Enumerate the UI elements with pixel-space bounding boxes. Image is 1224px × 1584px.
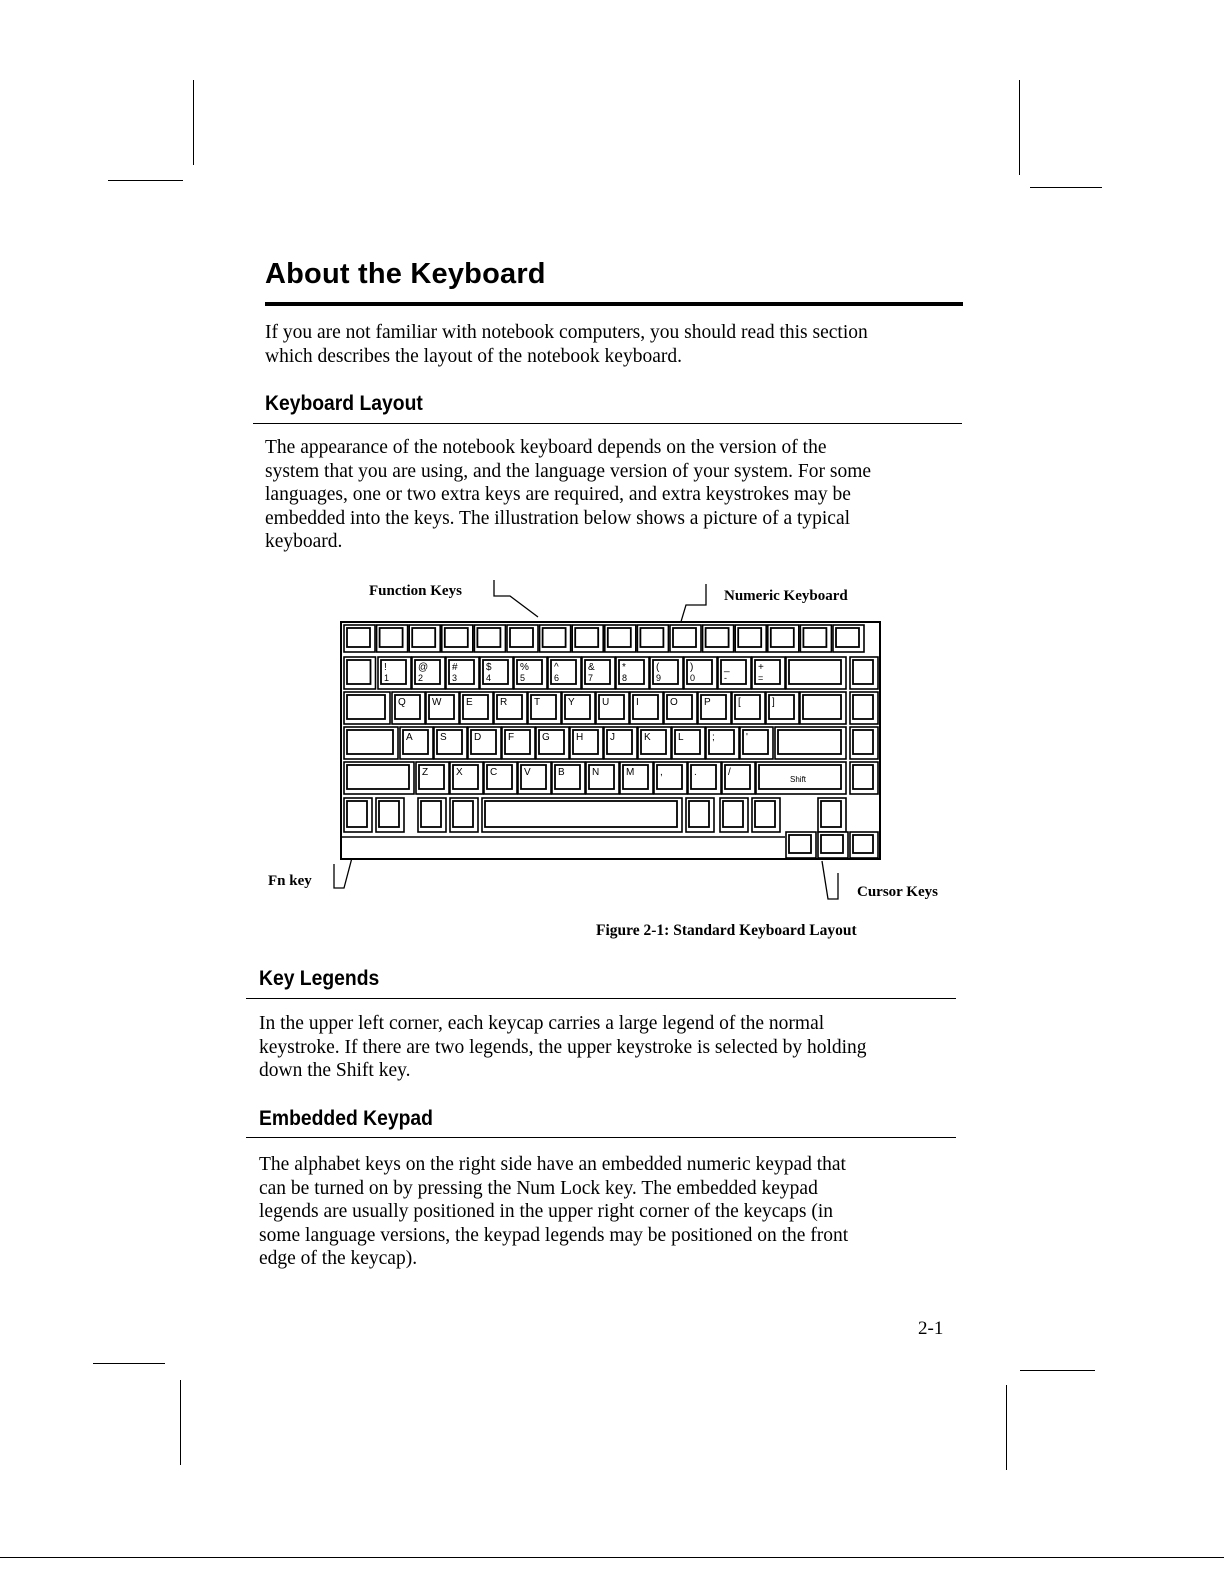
callout-fn-key: Fn key	[268, 873, 312, 889]
key-legend: ;	[712, 732, 715, 743]
right-shift-key	[756, 762, 846, 794]
key-legend: X	[456, 767, 463, 778]
section-rule	[246, 1137, 956, 1138]
number-key	[378, 657, 411, 689]
left-shift-key	[344, 762, 414, 794]
key-legend: .	[694, 767, 697, 778]
letter-key	[460, 692, 493, 724]
key-legend: 5	[520, 673, 526, 683]
letter-key	[570, 727, 603, 759]
key-legend: 8	[622, 673, 628, 683]
letter-key	[672, 727, 705, 759]
key-legend: Z	[422, 767, 429, 778]
paragraph-line: can be turned on by pressing the Num Lock key. The embedded keypad	[259, 1177, 818, 1199]
number-key	[616, 657, 649, 689]
key-legends-paragraph	[259, 1012, 867, 1083]
paragraph-line: legends are usually positioned in the upper right corner of the keycaps (in	[259, 1201, 833, 1222]
key-legend: U	[602, 697, 610, 708]
key-legend: 6	[554, 673, 560, 683]
letter-key	[518, 762, 551, 794]
windows-key	[418, 798, 446, 832]
letter-key	[688, 762, 721, 794]
key-legend: &	[588, 662, 595, 673]
key-legend: ]	[772, 697, 775, 708]
number-key	[480, 657, 513, 689]
letter-key	[664, 692, 697, 724]
alt-gr-key	[686, 798, 714, 832]
number-key	[650, 657, 683, 689]
paragraph-line: languages, one or two extra keys are required, and extra keystrokes may be	[265, 484, 851, 505]
ctrl-key	[376, 798, 404, 832]
ctrl-right-key	[752, 798, 780, 832]
key-legend: Shift	[790, 775, 807, 784]
key-legend: D	[474, 732, 482, 743]
letter-key	[586, 762, 619, 794]
key-legend: M	[626, 767, 635, 778]
key-legend: G	[542, 732, 550, 743]
function-key	[703, 625, 734, 652]
section-heading-embedded-keypad: Embedded Keypad	[259, 1107, 433, 1130]
key-legend: 9	[656, 673, 662, 683]
paragraph-line: The appearance of the notebook keyboard depends on the version of the	[265, 437, 827, 458]
key-legend: I	[636, 697, 639, 708]
key-legend: E	[466, 697, 473, 708]
letter-key	[638, 727, 671, 759]
key-legend: $	[486, 662, 492, 673]
key-legend: Q	[398, 697, 406, 708]
paragraph-line: edge of the keycap).	[259, 1248, 418, 1269]
key-legend: !	[384, 662, 387, 673]
function-key	[474, 625, 505, 652]
letter-key	[392, 692, 425, 724]
key-legend: P	[704, 697, 711, 708]
key-legend: B	[558, 767, 565, 778]
paragraph-line: keystroke. If there are two legends, the upper keystroke is selected by holding	[259, 1036, 867, 1058]
letter-key	[722, 762, 755, 794]
page-number: 2-1	[918, 1318, 944, 1339]
letter-key	[528, 692, 561, 724]
letter-key	[620, 762, 653, 794]
letter-key	[536, 727, 569, 759]
number-key	[718, 657, 751, 689]
function-key	[377, 625, 408, 652]
key-legend: 0	[690, 673, 696, 683]
menu-key	[720, 798, 748, 832]
number-key	[548, 657, 581, 689]
key-legend: *	[622, 662, 626, 673]
key-legend: (	[656, 662, 660, 673]
letter-key	[630, 692, 663, 724]
paragraph-line: The alphabet keys on the right side have an embedded numeric keypad that	[259, 1154, 846, 1175]
paragraph-line: In the upper left corner, each keycap carries a large legend of the normal	[259, 1013, 825, 1034]
letter-key	[494, 692, 527, 724]
key-legend: =	[758, 673, 764, 683]
letter-key	[468, 727, 501, 759]
backspace-key	[786, 657, 846, 689]
right-arrow-key	[850, 832, 878, 858]
tab-key	[344, 692, 390, 724]
key-legend: 2	[418, 673, 424, 683]
key-legend: -	[724, 673, 727, 683]
key-legend: C	[490, 767, 498, 778]
key-right-column	[850, 657, 878, 689]
key-legend: W	[432, 697, 442, 708]
number-key	[446, 657, 479, 689]
enter-key	[775, 727, 846, 759]
letter-key	[400, 727, 433, 759]
number-key	[412, 657, 445, 689]
up-arrow-key	[818, 798, 846, 832]
section-heading-keyboard-layout: Keyboard Layout	[265, 392, 423, 415]
key-legend: _	[724, 662, 730, 673]
letter-key	[562, 692, 595, 724]
caps-lock-key	[344, 727, 398, 759]
key-legend: A	[406, 732, 413, 743]
embedded-keypad-paragraph	[259, 1153, 848, 1271]
function-key	[409, 625, 440, 652]
letter-key	[552, 762, 585, 794]
paragraph-line: system that you are using, and the language version of your system. For some	[265, 460, 872, 482]
function-key	[572, 625, 603, 652]
letter-key	[416, 762, 449, 794]
letter-key	[484, 762, 517, 794]
letter-key	[740, 727, 773, 759]
key-legend: V	[524, 767, 531, 778]
function-key	[344, 625, 375, 652]
letter-key	[706, 727, 739, 759]
intro-line: If you are not familiar with notebook computers, you should read this section	[265, 322, 868, 343]
key-legend: /	[728, 767, 731, 778]
letter-key	[450, 762, 483, 794]
function-key	[540, 625, 571, 652]
function-key	[833, 625, 864, 652]
function-key	[442, 625, 473, 652]
key-legend: L	[678, 732, 684, 743]
key-legend: 3	[452, 673, 458, 683]
key-legend: ^	[554, 662, 559, 673]
fn-key	[344, 798, 372, 832]
keyboard-illustration	[340, 620, 885, 862]
key-legend: #	[452, 662, 458, 673]
figure-caption: Figure 2-1: Standard Keyboard Layout	[596, 922, 857, 939]
alt-key	[450, 798, 478, 832]
function-key	[735, 625, 766, 652]
key-legend: @	[418, 662, 429, 673]
function-key	[670, 625, 701, 652]
section-heading-key-legends: Key Legends	[259, 967, 380, 990]
key-legend: K	[644, 732, 651, 743]
key-legend: O	[670, 697, 678, 708]
key-right-column	[850, 762, 878, 794]
key-legend: '	[746, 732, 748, 743]
letter-key	[604, 727, 637, 759]
letter-key	[502, 727, 535, 759]
key-legend: F	[508, 732, 515, 743]
function-key	[507, 625, 538, 652]
number-key	[684, 657, 717, 689]
paragraph-line: down the Shift key.	[259, 1060, 411, 1081]
section-rule	[246, 998, 956, 999]
paragraph-line: embedded into the keys. The illustration below shows a picture of a typical	[265, 507, 851, 529]
callout-numeric-keyboard: Numeric Keyboard	[724, 588, 848, 604]
key-legend: )	[690, 662, 694, 673]
paragraph-line: some language versions, the keypad legends may be positioned on the front	[259, 1224, 849, 1246]
intro-line: which describes the layout of the notebook keyboard.	[265, 345, 682, 367]
function-key	[800, 625, 831, 652]
letter-key	[732, 692, 765, 724]
key-tilde	[344, 657, 376, 689]
space-bar	[482, 798, 682, 832]
function-key	[768, 625, 799, 652]
key-legend: %	[520, 662, 529, 673]
callout-cursor-keys: Cursor Keys	[857, 884, 938, 900]
left-arrow-key	[786, 832, 816, 858]
letter-key	[654, 762, 687, 794]
key-legend: H	[576, 732, 584, 743]
key-legend: J	[610, 732, 615, 743]
down-arrow-key	[818, 832, 848, 858]
key-legend: +	[758, 662, 764, 673]
key-legend: 1	[384, 673, 390, 683]
key-right-column	[850, 692, 878, 724]
key-legend: N	[592, 767, 600, 778]
callout-function-keys: Function Keys	[369, 583, 462, 599]
key-legend: [	[738, 697, 741, 708]
letter-key	[426, 692, 459, 724]
number-key	[514, 657, 547, 689]
key-backslash	[800, 692, 846, 724]
key-right-column	[850, 727, 878, 759]
number-key	[752, 657, 785, 689]
letter-key	[434, 727, 467, 759]
key-legend: Y	[568, 697, 575, 708]
key-legend: 4	[486, 673, 492, 683]
key-legend: ,	[660, 767, 663, 778]
key-legend: 7	[588, 673, 594, 683]
paragraph-line: keyboard.	[265, 531, 343, 552]
letter-key	[766, 692, 799, 724]
key-legend: S	[440, 732, 447, 743]
page-title: About the Keyboard	[265, 258, 546, 290]
letter-key	[596, 692, 629, 724]
number-key	[582, 657, 615, 689]
key-legend: R	[500, 697, 508, 708]
letter-key	[698, 692, 731, 724]
function-key	[637, 625, 668, 652]
function-key	[605, 625, 636, 652]
key-legend: T	[534, 697, 541, 708]
